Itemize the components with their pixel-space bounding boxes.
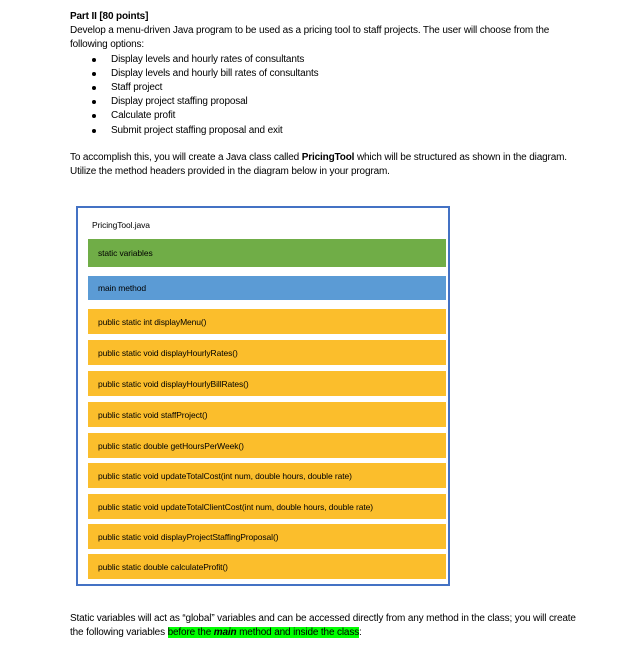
diagram-title: PricingTool.java: [92, 220, 150, 230]
method-block: public static void displayHourlyRates(): [88, 340, 446, 365]
structure-text-after: which will be structured as shown in the diagram. Utilize the method headers provided in the diagram below in your program.: [70, 151, 567, 178]
list-item: Display project staffing proposal: [70, 95, 570, 109]
list-item: Staff project: [70, 81, 570, 95]
class-name: PricingTool: [301, 151, 355, 163]
method-block: public static void updateTotalClientCost(int num, double hours, double rate): [88, 494, 446, 519]
highlight-after: method and inside the class: [236, 627, 360, 639]
section-heading: Part II [80 points]: [70, 11, 149, 22]
main-method-block: main method: [88, 276, 446, 300]
method-block: public static void displayProjectStaffingProposal(): [88, 524, 446, 549]
static-variables-block: static variables: [88, 239, 446, 267]
list-item: Display levels and hourly bill rates of consultants: [70, 67, 570, 81]
footer-text: Static variables will act as “global” variables and can be accessed directly from any method in the class; you will create the following variables: [70, 613, 576, 639]
highlight-before: before the: [167, 627, 214, 639]
assignment-text: [70, 10, 570, 179]
structure-text-before: To accomplish this, you will create a Java class called: [70, 151, 302, 163]
structure-paragraph: [70, 151, 570, 179]
intro-paragraph: Develop a menu-driven Java program to be used as a pricing tool to staff projects. The user will choose from the following options:: [70, 25, 550, 51]
method-block: public static double calculateProfit(): [88, 554, 446, 579]
options-list: [70, 53, 570, 138]
method-block: public static void updateTotalCost(int num, double hours, double rate): [88, 463, 446, 488]
list-item: Calculate profit: [70, 109, 570, 123]
static-variables-paragraph: [70, 612, 580, 640]
highlight-main: main: [213, 627, 237, 639]
list-item: Submit project staffing proposal and exit: [70, 124, 570, 138]
list-item: Display levels and hourly rates of consultants: [70, 53, 570, 67]
method-block: public static double getHoursPerWeek(): [88, 433, 446, 458]
method-block: public static int displayMenu(): [88, 309, 446, 334]
method-block: public static void staffProject(): [88, 402, 446, 427]
class-diagram: [76, 206, 450, 586]
footer-end: :: [359, 627, 362, 639]
method-block: public static void displayHourlyBillRates(): [88, 371, 446, 396]
highlighted-text: [168, 627, 359, 638]
